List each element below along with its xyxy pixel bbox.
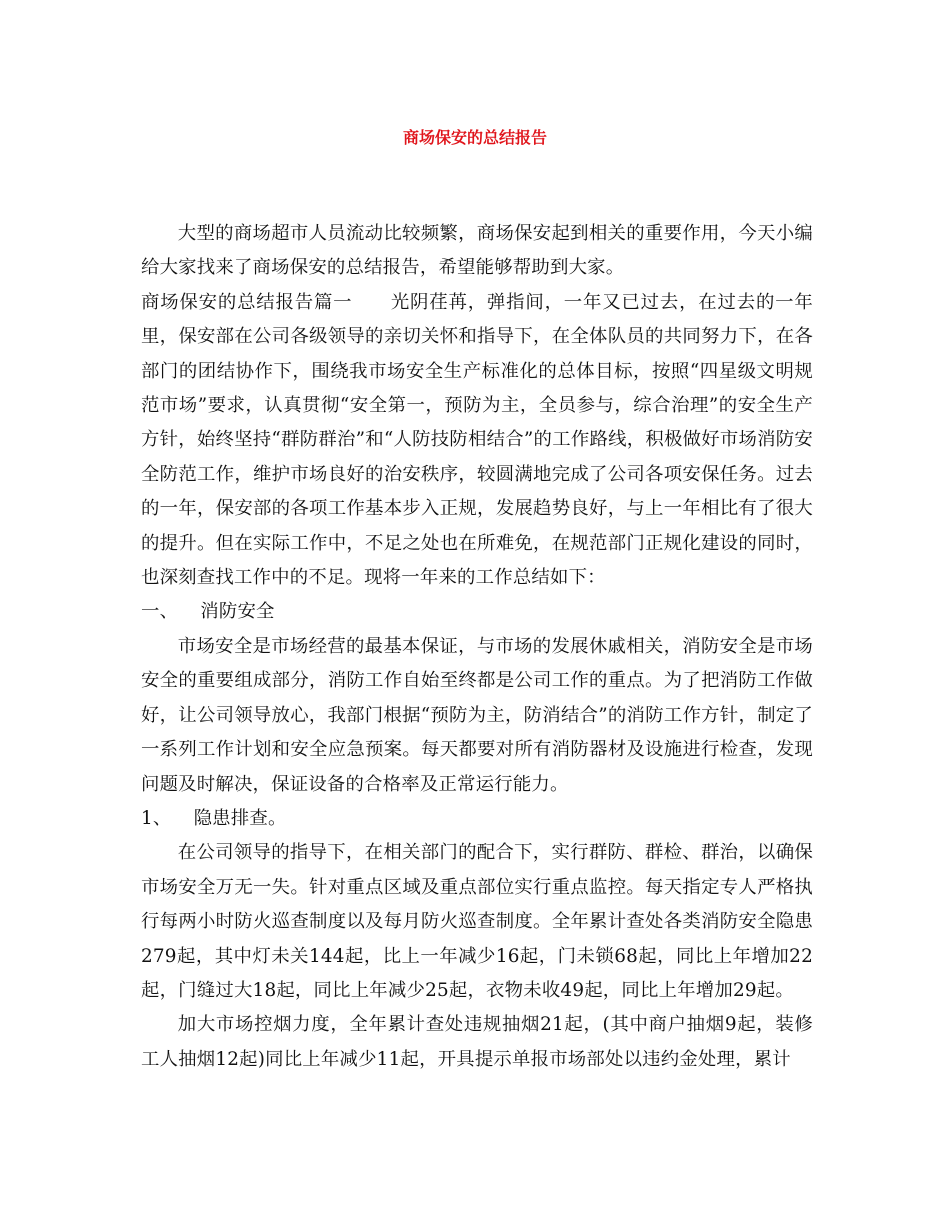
paragraph-intro: 大型的商场超市人员流动比较频繁，商场保安起到相关的重要作用，今天小编给大家找来了商场保安的总结报告，希望能够帮助到大家。 [141, 223, 813, 279]
document-body [141, 217, 813, 1077]
subsection-heading-hazard-check [141, 802, 813, 836]
paragraph-hazard-check: 在公司领导的指导下，在相关部门的配合下，实行群防、群检、群治，以确保市场安全万无一失。针对重点区域及重点部位实行重点监控。每天指定专人严格执行每两小时防火巡查制度以及每月防火巡查制度。全年累计查处各类消防安全隐患279起，其中灯未关144起，比上一年减少16起，门未锁68起，同比上年增加22起，门缝过大18起，同比上年减少25起，衣物未收49起，同比上年增加29起。 [141, 842, 813, 1001]
section-heading-fire-safety [141, 595, 813, 629]
paragraph-report-part-one: 商场保安的总结报告篇一 光阴荏苒，弹指间，一年又已过去，在过去的一年里，保安部在公司各级领导的亲切关怀和指导下，在全体队员的共同努力下，在各部门的团结协作下，围绕我市场安全生产标准化的总体目标，按照“四星级文明规范市场”要求，认真贯彻“安全第一，预防为主，全员参与，综合治理”的安全生产方针，始终坚持“群防群治”和“人防技防相结合”的工作路线，积极做好市场消防安全防范工作，维护市场良好的治安秩序，较圆满地完成了公司各项安保任务。过去的一年，保安部的各项工作基本步入正规，发展趋势良好，与上一年相比有了很大的提升。但在实际工作中，不足之处也在所难免，在规范部门正规化建设的同时，也深刻查找工作中的不足。现将一年来的工作总结如下： [141, 291, 813, 589]
document-title: 商场保安的总结报告 [402, 128, 547, 147]
subsection-number: 1、 [141, 807, 172, 829]
paragraph-smoking-control: 加大市场控烟力度，全年累计查处违规抽烟21起，(其中商户抽烟9起，装修工人抽烟12起)同比上年减少11起，开具提示单报市场部处以违约金处理，累计 [141, 1014, 813, 1070]
section-number: 一、 [141, 601, 179, 623]
paragraph-fire-safety: 市场安全是市场经营的最基本保证，与市场的发展休戚相关，消防安全是市场安全的重要组成部分，消防工作自始至终都是公司工作的重点。为了把消防工作做好，让公司领导放心，我部门根据“预防为主，防消结合”的消防工作方针，制定了一系列工作计划和安全应急预案。每天都要对所有消防器材及设施进行检查，发现问题及时解决，保证设备的合格率及正常运行能力。 [141, 635, 813, 795]
section-heading-text: 消防安全 [200, 601, 275, 623]
subsection-heading-text: 隐患排查。 [193, 807, 287, 829]
